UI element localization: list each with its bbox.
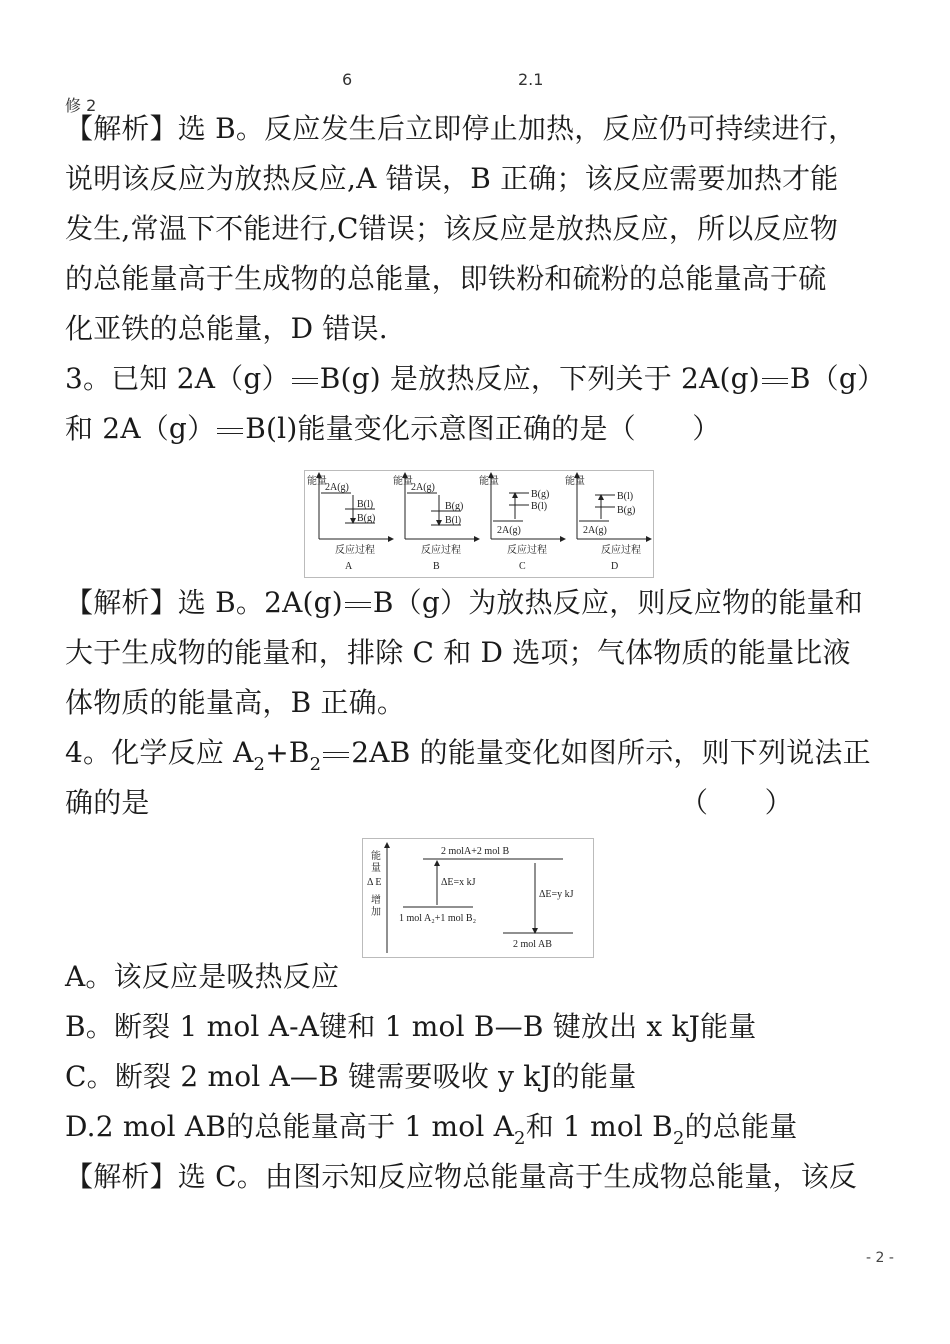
equilibrium-arrow-icon — [345, 598, 371, 612]
axis-label: 能量 — [565, 476, 585, 487]
question-3-line-1: 3。已知 2A（g） B(g) 是放热反应，下列关于 2A(g) B（g） — [65, 362, 886, 395]
level-label: B(g) — [357, 513, 376, 524]
panel-d — [565, 474, 649, 572]
panel-letter: A — [345, 561, 353, 572]
level-label: 1 mol A₂+1 mol B₂ — [399, 913, 477, 924]
panel-letter: B — [433, 561, 440, 572]
axis-label: 能量 — [393, 476, 413, 487]
level-label: 2 mol AB — [513, 939, 552, 950]
text-line: 化亚铁的总能量，D 错误. — [65, 312, 388, 345]
level-label: 2A(g) — [583, 525, 607, 536]
panel-b — [393, 474, 477, 572]
panel-letter: D — [611, 561, 619, 572]
level-label: 2A(g) — [497, 525, 521, 536]
axis-label: 反应过程 — [335, 545, 375, 556]
level-label: B(l) — [357, 499, 374, 510]
panel-letter: C — [519, 561, 526, 572]
answer-parentheses: （ ） — [680, 786, 793, 819]
delta-label: ΔE=x kJ — [441, 877, 476, 888]
panel-a — [307, 474, 391, 572]
header-number-left: 6 — [342, 70, 353, 89]
text-line: 的总能量高于生成物的总能量，即铁粉和硫粉的总能量高于硫 — [65, 262, 827, 295]
text-line: 【解析】选 B。反应发生后立即停止加热，反应仍可持续进行， — [65, 112, 857, 145]
axis-label: 能 — [371, 851, 381, 862]
level-label: B(l) — [445, 515, 462, 526]
axis-label: 反应过程 — [507, 545, 547, 556]
header-tag: 修 2 — [65, 96, 97, 115]
text-line: 说明该反应为放热反应,A 错误，B 正确；该反应需要加热才能 — [65, 162, 839, 195]
equilibrium-arrow-icon — [323, 748, 349, 762]
option-b: B。断裂 1 mol A-A键和 1 mol B—B 键放出 x kJ能量 — [65, 1010, 757, 1043]
answer-3-line-2: 大于生成物的能量和，排除 C 和 D 选项；气体物质的能量比液 — [65, 636, 851, 669]
axis-label: Δ E — [367, 877, 382, 888]
axis-label: 反应过程 — [601, 545, 641, 556]
header-number-right: 2.1 — [518, 70, 544, 89]
page-number: - 2 - — [866, 1250, 894, 1266]
answer-3-line-3: 体物质的能量高，B 正确。 — [65, 686, 406, 719]
panel-c — [479, 474, 563, 572]
answer-4-line-1: 【解析】选 C。由图示知反应物总能量高于生成物总能量，该反 — [65, 1160, 858, 1193]
axis-label: 能量 — [479, 476, 499, 487]
axis-label: 能量 — [307, 476, 327, 487]
option-c: C。断裂 2 mol A—B 键需要吸收 y kJ的能量 — [65, 1060, 637, 1093]
option-d: D.2 mol AB的总能量高于 1 mol $A_2$和 1 mol $B_2$的总能量 — [65, 1110, 798, 1149]
axis-label: 增 — [371, 895, 381, 906]
question-3-line-2: 和 2A（g） B(l)能量变化示意图正确的是（ ） — [65, 412, 721, 445]
answer-3-line-1: 【解析】选 B。2A(g) B（g）为放热反应，则反应物的能量和 — [65, 586, 863, 619]
level-label: 2A(g) — [325, 482, 349, 493]
level-label: B(g) — [531, 489, 550, 500]
axis-label: 反应过程 — [421, 545, 461, 556]
question-4-line-2: 确的是 — [65, 786, 150, 819]
level-label: B(l) — [617, 491, 634, 502]
option-a: A。该反应是吸热反应 — [65, 960, 340, 993]
level-label: B(g) — [445, 501, 464, 512]
level-label: B(l) — [531, 501, 548, 512]
axis-label: 加 — [371, 907, 381, 918]
delta-label: ΔE=y kJ — [539, 889, 574, 900]
level-label: 2A(g) — [411, 482, 435, 493]
level-label: 2 molA+2 mol B — [441, 846, 510, 857]
energy-diagram-q3 — [304, 470, 654, 578]
energy-diagram-q4 — [362, 838, 594, 958]
text-line: 发生,常温下不能进行,C错误；该反应是放热反应，所以反应物 — [65, 212, 839, 245]
equilibrium-arrow-icon — [217, 424, 243, 438]
axis-label: 量 — [371, 863, 381, 874]
level-label: B(g) — [617, 505, 636, 516]
equilibrium-arrow-icon — [292, 374, 318, 388]
equilibrium-arrow-icon — [762, 374, 788, 388]
question-4-line-1: 4。化学反应 $A_2+B_2$ 2AB 的能量变化如图所示，则下列说法正 — [65, 736, 871, 775]
